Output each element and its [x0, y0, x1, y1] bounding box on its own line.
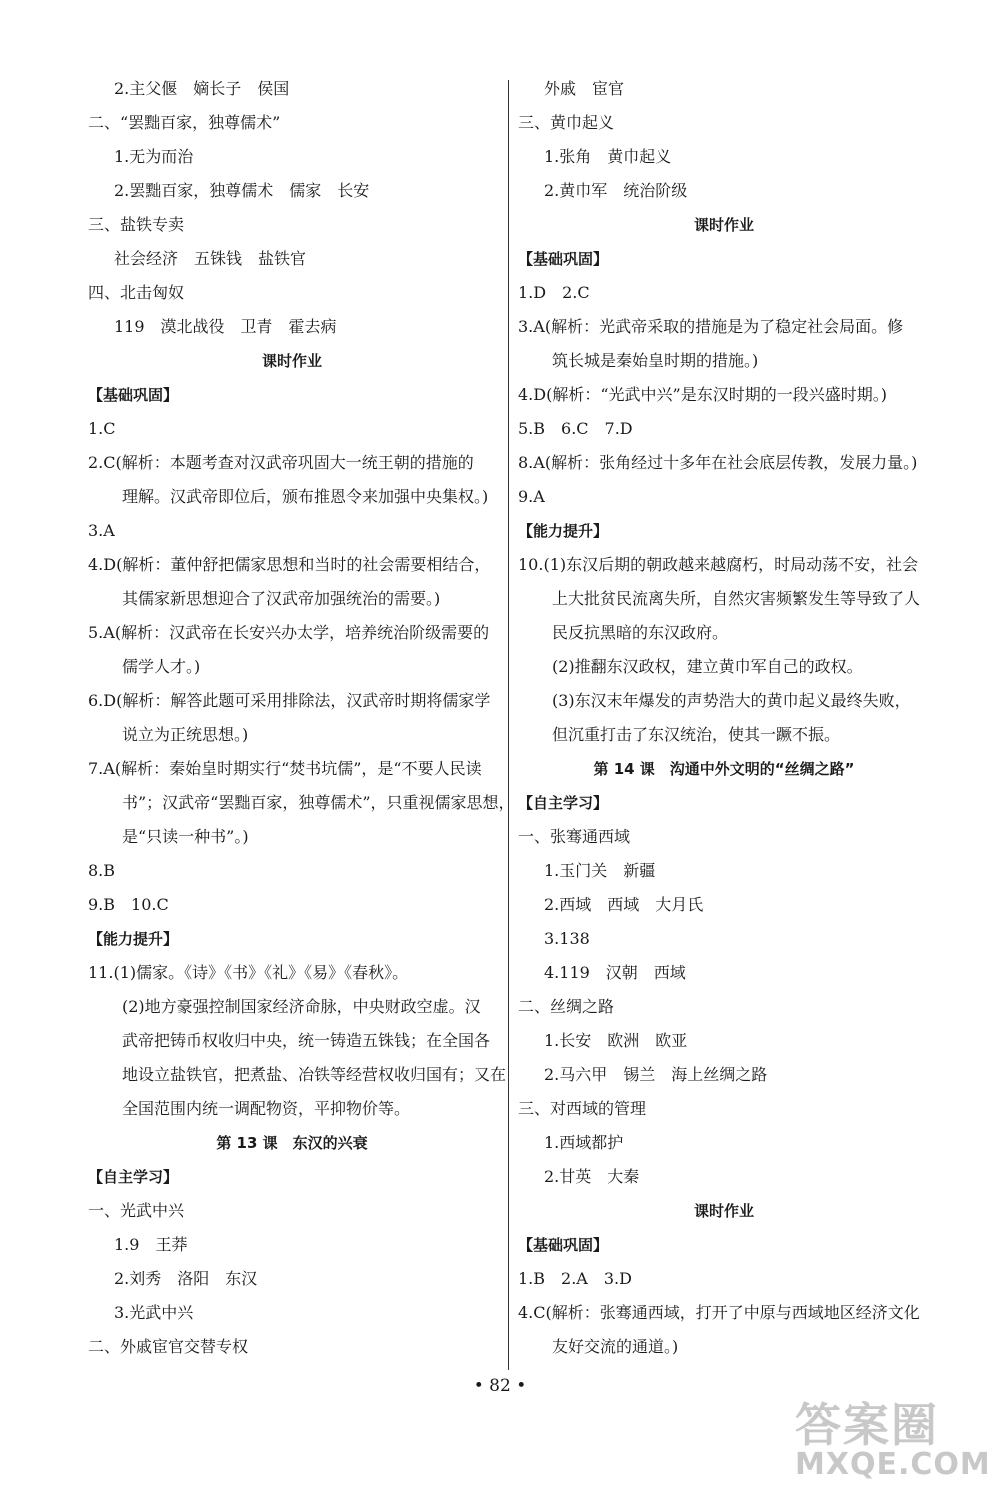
- right-line: 2.甘英 大秦: [544, 1167, 640, 1186]
- right-line: 2.马六甲 锡兰 海上丝绸之路: [544, 1065, 768, 1084]
- right-line: 1.西域都护: [544, 1133, 624, 1152]
- left-line: 【自主学习】: [88, 1168, 179, 1186]
- left-line: 9.B 10.C: [88, 895, 169, 914]
- left-line: 课时作业: [261, 352, 322, 370]
- column-divider: [508, 80, 509, 1370]
- right-line: 1.长安 欧洲 欧亚: [544, 1031, 688, 1050]
- right-line: 课时作业: [693, 216, 754, 234]
- right-line: 三、黄巾起义: [518, 113, 615, 132]
- right-line: 8.A(解析：张角经过十多年在社会底层传教，发展力量。): [518, 453, 918, 472]
- left-line: 4.D(解析：董仲舒把儒家思想和当时的社会需要相结合，: [88, 555, 491, 574]
- left-line: 2.C(解析：本题考查对汉武帝巩固大一统王朝的措施的: [88, 453, 474, 472]
- right-line: (2)推翻东汉政权，建立黄巾军自己的政权。: [552, 657, 863, 676]
- right-line: 三、对西域的管理: [518, 1099, 647, 1118]
- right-line: 1.张角 黄巾起义: [544, 147, 672, 166]
- right-line: 【自主学习】: [518, 794, 609, 812]
- right-line: 【基础巩固】: [518, 1236, 609, 1254]
- right-line: 友好交流的通道。): [552, 1337, 679, 1356]
- right-line: 1.B 2.A 3.D: [518, 1269, 632, 1288]
- left-line: (2)地方豪强控制国家经济命脉，中央财政空虚。汉: [122, 997, 481, 1016]
- right-line: 2.黄巾军 统治阶级: [544, 181, 688, 200]
- left-line: 6.D(解析：解答此题可采用排除法，汉武帝时期将儒家学: [88, 691, 491, 710]
- right-line: 【能力提升】: [518, 522, 609, 540]
- left-line: 儒学人才。): [122, 657, 201, 676]
- left-line: 1.9 王莽: [114, 1235, 188, 1254]
- left-line: 其儒家新思想迎合了汉武帝加强统治的需要。): [122, 589, 441, 608]
- right-line: 4.119 汉朝 西域: [544, 963, 686, 982]
- left-line: 一、光武中兴: [88, 1201, 185, 1220]
- right-line: 1.玉门关 新疆: [544, 861, 656, 880]
- left-line: 武帝把铸币权收归中央，统一铸造五铢钱；在全国各: [122, 1031, 491, 1050]
- left-line: 理解。汉武帝即位后，颁布推恩令来加强中央集权。): [122, 487, 489, 506]
- left-line: 说立为正统思想。): [122, 725, 249, 744]
- watermark-url: MXQE.COM: [795, 1447, 991, 1482]
- right-line: 5.B 6.C 7.D: [518, 419, 633, 438]
- watermark-logo: [795, 1398, 991, 1482]
- left-line: 第 13 课 东汉的兴衰: [216, 1134, 368, 1152]
- right-line: 9.A: [518, 487, 545, 506]
- right-line: 4.C(解析：张骞通西域，打开了中原与西域地区经济文化: [518, 1303, 920, 1322]
- watermark-title: 答案圈: [795, 1398, 939, 1452]
- right-line: 外戚 宦官: [544, 79, 625, 98]
- right-line: 第 14 课 沟通中外文明的“丝绸之路”: [593, 760, 855, 778]
- right-line: 课时作业: [693, 1202, 754, 1220]
- left-line: 【能力提升】: [88, 930, 179, 948]
- left-line: 【基础巩固】: [88, 386, 179, 404]
- right-line: 10.(1)东汉后期的朝政越来越腐朽，时局动荡不安，社会: [518, 555, 919, 574]
- right-line: 一、张骞通西域: [518, 827, 631, 846]
- left-line: 5.A(解析：汉武帝在长安兴办太学，培养统治阶级需要的: [88, 623, 490, 642]
- right-line: 上大批贫民流离失所，自然灾害频繁发生等导致了人: [552, 589, 921, 608]
- left-line: 3.光武中兴: [114, 1303, 194, 1322]
- right-line: 【基础巩固】: [518, 250, 609, 268]
- left-line: 四、北击匈奴: [88, 283, 185, 302]
- left-line: 是“只读一种书”。): [122, 827, 249, 846]
- right-line: (3)东汉末年爆发的声势浩大的黄巾起义最终失败，: [552, 691, 911, 710]
- left-line: 社会经济 五铢钱 盐铁官: [114, 249, 307, 268]
- right-line: 但沉重打击了东汉统治，使其一蹶不振。: [552, 725, 841, 744]
- left-line: 二、外戚宦官交替专权: [88, 1337, 249, 1356]
- left-line: 全国范围内统一调配物资，平抑物价等。: [122, 1099, 411, 1118]
- left-line: 8.B: [88, 861, 116, 880]
- right-line: 1.D 2.C: [518, 283, 590, 302]
- right-line: 4.D(解析：“光武中兴”是东汉时期的一段兴盛时期。): [518, 385, 887, 404]
- left-line: 7.A(解析：秦始皇时期实行“焚书坑儒”，是“不要人民读: [88, 759, 482, 778]
- right-line: 3.A(解析：光武帝采取的措施是为了稳定社会局面。修: [518, 317, 904, 336]
- left-line: 地设立盐铁官，把煮盐、冶铁等经营权收归国有；又在: [122, 1065, 507, 1084]
- right-line: 3.138: [544, 929, 590, 948]
- left-line: 1.无为而治: [114, 147, 194, 166]
- left-line: 3.A: [88, 521, 115, 540]
- right-column: [518, 72, 930, 1364]
- left-line: 2.主父偃 嫡长子 侯国: [114, 79, 290, 98]
- left-line: 11.(1)儒家。《诗》《书》《礼》《易》《春秋》。: [88, 963, 409, 982]
- left-column: [88, 72, 515, 1364]
- left-line: 二、“罢黜百家，独尊儒术”: [88, 113, 281, 132]
- page-number: • 82 •: [473, 1376, 527, 1396]
- left-line: 1.C: [88, 419, 116, 438]
- left-line: 三、盐铁专卖: [88, 215, 185, 234]
- left-line: 2.罢黜百家，独尊儒术 儒家 长安: [114, 181, 370, 200]
- left-line: 书”；汉武帝“罢黜百家，独尊儒术”，只重视儒家思想，: [122, 793, 515, 812]
- left-line: 119 漠北战役 卫青 霍去病: [114, 317, 337, 336]
- right-line: 二、丝绸之路: [518, 997, 615, 1016]
- left-line: 2.刘秀 洛阳 东汉: [114, 1269, 258, 1288]
- right-line: 筑长城是秦始皇时期的措施。): [552, 351, 759, 370]
- right-line: 民反抗黑暗的东汉政府。: [552, 623, 729, 642]
- right-line: 2.西域 西域 大月氏: [544, 895, 704, 914]
